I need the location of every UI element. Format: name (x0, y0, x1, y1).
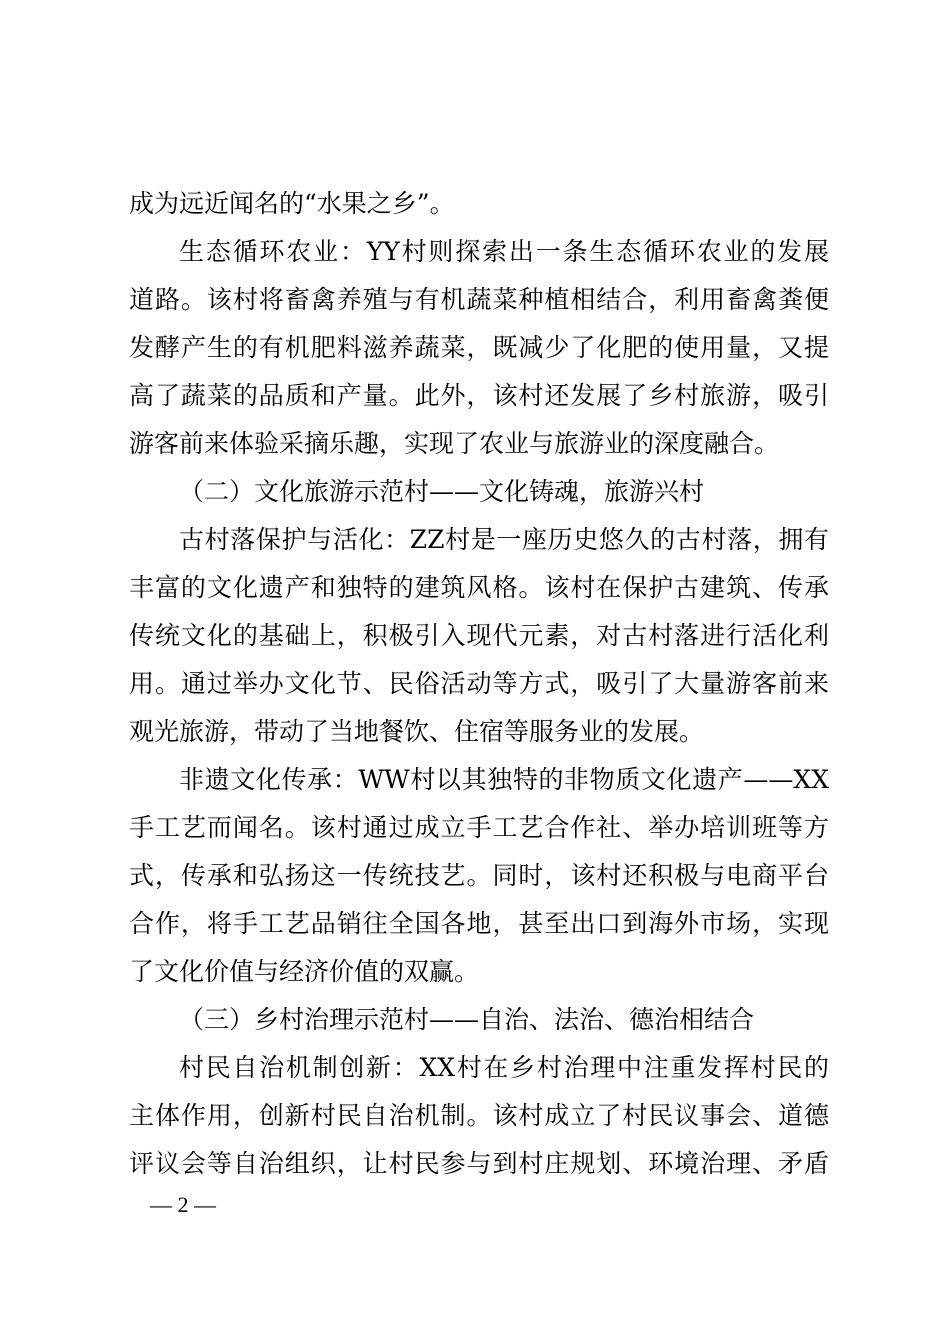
paragraph-line: 生态循环农业：YY村则探索出一条生态循环农业的发展 (179, 237, 829, 266)
paragraph-line: 评议会等自治组织，让村民参与到村庄规划、环境治理、矛盾 (129, 1149, 829, 1178)
paragraph-line: 古村落保护与活化：ZZ村是一座历史悠久的古村落，拥有 (179, 525, 829, 554)
section-heading: （二）文化旅游示范村——文化铸魂，旅游兴村 (179, 477, 705, 506)
paragraph-line: 成为远近闻名的“水果之乡”。 (129, 189, 455, 218)
paragraph-line: 传统文化的基础上，积极引入现代元素，对古村落进行活化利 (129, 621, 829, 650)
paragraph-line: 观光旅游，带动了当地餐饮、住宿等服务业的发展。 (129, 717, 705, 746)
paragraph-line: 发酵产生的有机肥料滋养蔬菜，既减少了化肥的使用量，又提 (129, 333, 829, 362)
paragraph-line: 高了蔬菜的品质和产量。此外，该村还发展了乡村旅游，吸引 (129, 381, 829, 410)
paragraph-line: 游客前来体验采摘乐趣，实现了农业与旅游业的深度融合。 (129, 429, 780, 458)
paragraph-line: 式，传承和弘扬这一传统技艺。同时，该村还积极与电商平台 (129, 861, 829, 890)
paragraph-line: 合作，将手工艺品销往全国各地，甚至出口到海外市场，实现 (129, 909, 829, 938)
paragraph-line: 了文化价值与经济价值的双赢。 (129, 957, 480, 986)
section-heading: （三）乡村治理示范村——自治、法治、德治相结合 (179, 1005, 755, 1034)
paragraph-line: 道路。该村将畜禽养殖与有机蔬菜种植相结合，利用畜禽粪便 (129, 285, 829, 314)
paragraph-line: 手工艺而闻名。该村通过成立手工艺合作社、举办培训班等方 (129, 813, 829, 842)
paragraph-line: 用。通过举办文化节、民俗活动等方式，吸引了大量游客前来 (129, 669, 829, 698)
page-number: — 2 — (150, 1192, 216, 1217)
paragraph-line: 村民自治机制创新：XX村在乡村治理中注重发挥村民的 (179, 1053, 829, 1082)
paragraph-line: 非遗文化传承：WW村以其独特的非物质文化遗产——XX (179, 765, 829, 794)
paragraph-line: 主体作用，创新村民自治机制。该村成立了村民议事会、道德 (129, 1101, 829, 1130)
paragraph-line: 丰富的文化遗产和独特的建筑风格。该村在保护古建筑、传承 (129, 573, 829, 602)
